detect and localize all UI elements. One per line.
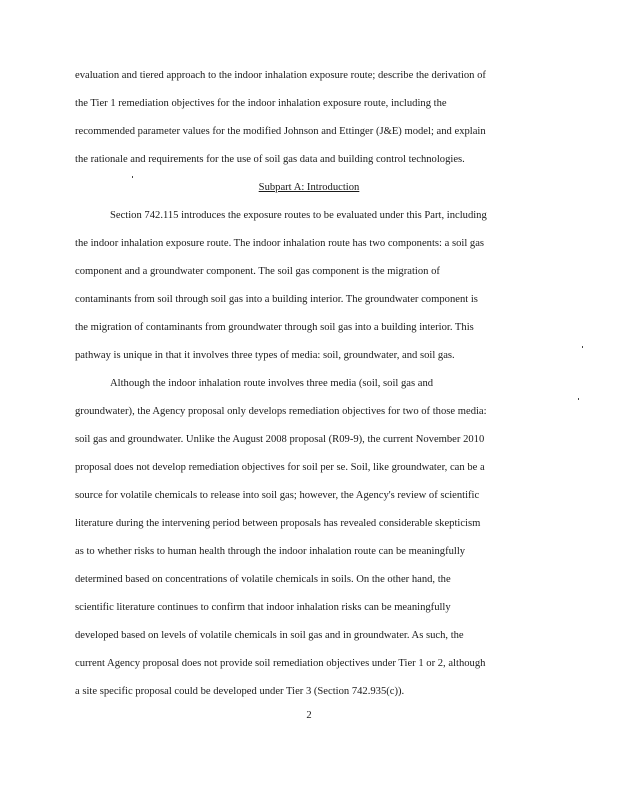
subpart-heading	[0, 181, 618, 195]
paragraph1-line: component and a groundwater component. The soil gas component is the migration of	[75, 266, 440, 277]
paragraph1-line: the migration of contaminants from groundwater through soil gas into a building interior. This	[75, 322, 474, 333]
paragraph1-line: Section 742.115 introduces the exposure routes to be evaluated under this Part, including	[110, 210, 487, 221]
scan-speck	[578, 398, 579, 400]
paragraph2-line: source for volatile chemicals to release into soil gas; however, the Agency's review of scientific	[75, 490, 480, 501]
paragraph2-line: literature during the intervening period between proposals has revealed considerable skepticism	[75, 518, 481, 529]
paragraph2-line: soil gas and groundwater. Unlike the August 2008 proposal (R09-9), the current November 2010	[75, 434, 485, 445]
paragraph1-line: the indoor inhalation exposure route. The indoor inhalation route has two components: a soil gas	[75, 238, 485, 249]
intro-line: recommended parameter values for the modified Johnson and Ettinger (J&E) model; and explain	[75, 126, 486, 137]
paragraph2-line: groundwater), the Agency proposal only develops remediation objectives for two of those media:	[75, 406, 487, 417]
paragraph2-line: a site specific proposal could be developed under Tier 3 (Section 742.935(c)).	[75, 686, 405, 697]
paragraph1-line: pathway is unique in that it involves three types of media: soil, groundwater, and soil gas.	[75, 350, 455, 361]
paragraph2-line: scientific literature continues to confirm that indoor inhalation risks can be meaningfully	[75, 602, 451, 613]
paragraph2-line: determined based on concentrations of volatile chemicals in soils. On the other hand, the	[75, 574, 451, 585]
scan-speck	[132, 176, 133, 178]
intro-line: evaluation and tiered approach to the indoor inhalation exposure route; describe the derivation of	[75, 70, 486, 81]
page-number: 2	[306, 710, 312, 721]
paragraph2-line: as to whether risks to human health through the indoor inhalation route can be meaningfully	[75, 546, 466, 557]
paragraph2-line: developed based on levels of volatile chemicals in soil gas and in groundwater. As such, the	[75, 630, 464, 641]
subpart-heading-text: Subpart A: Introduction	[258, 182, 360, 193]
paragraph2-line: current Agency proposal does not provide soil remediation objectives under Tier 1 or 2, although	[75, 658, 486, 669]
paragraph2-line: Although the indoor inhalation route involves three media (soil, soil gas and	[110, 378, 434, 389]
intro-line: the rationale and requirements for the use of soil gas data and building control technologies.	[75, 154, 465, 165]
intro-line: the Tier 1 remediation objectives for the indoor inhalation exposure route, including the	[75, 98, 447, 109]
paragraph1-line: contaminants from soil through soil gas into a building interior. The groundwater component is	[75, 294, 478, 305]
paragraph2-line: proposal does not develop remediation objectives for soil per se. Soil, like groundwater, can be a	[75, 462, 485, 473]
scan-speck	[582, 346, 583, 348]
